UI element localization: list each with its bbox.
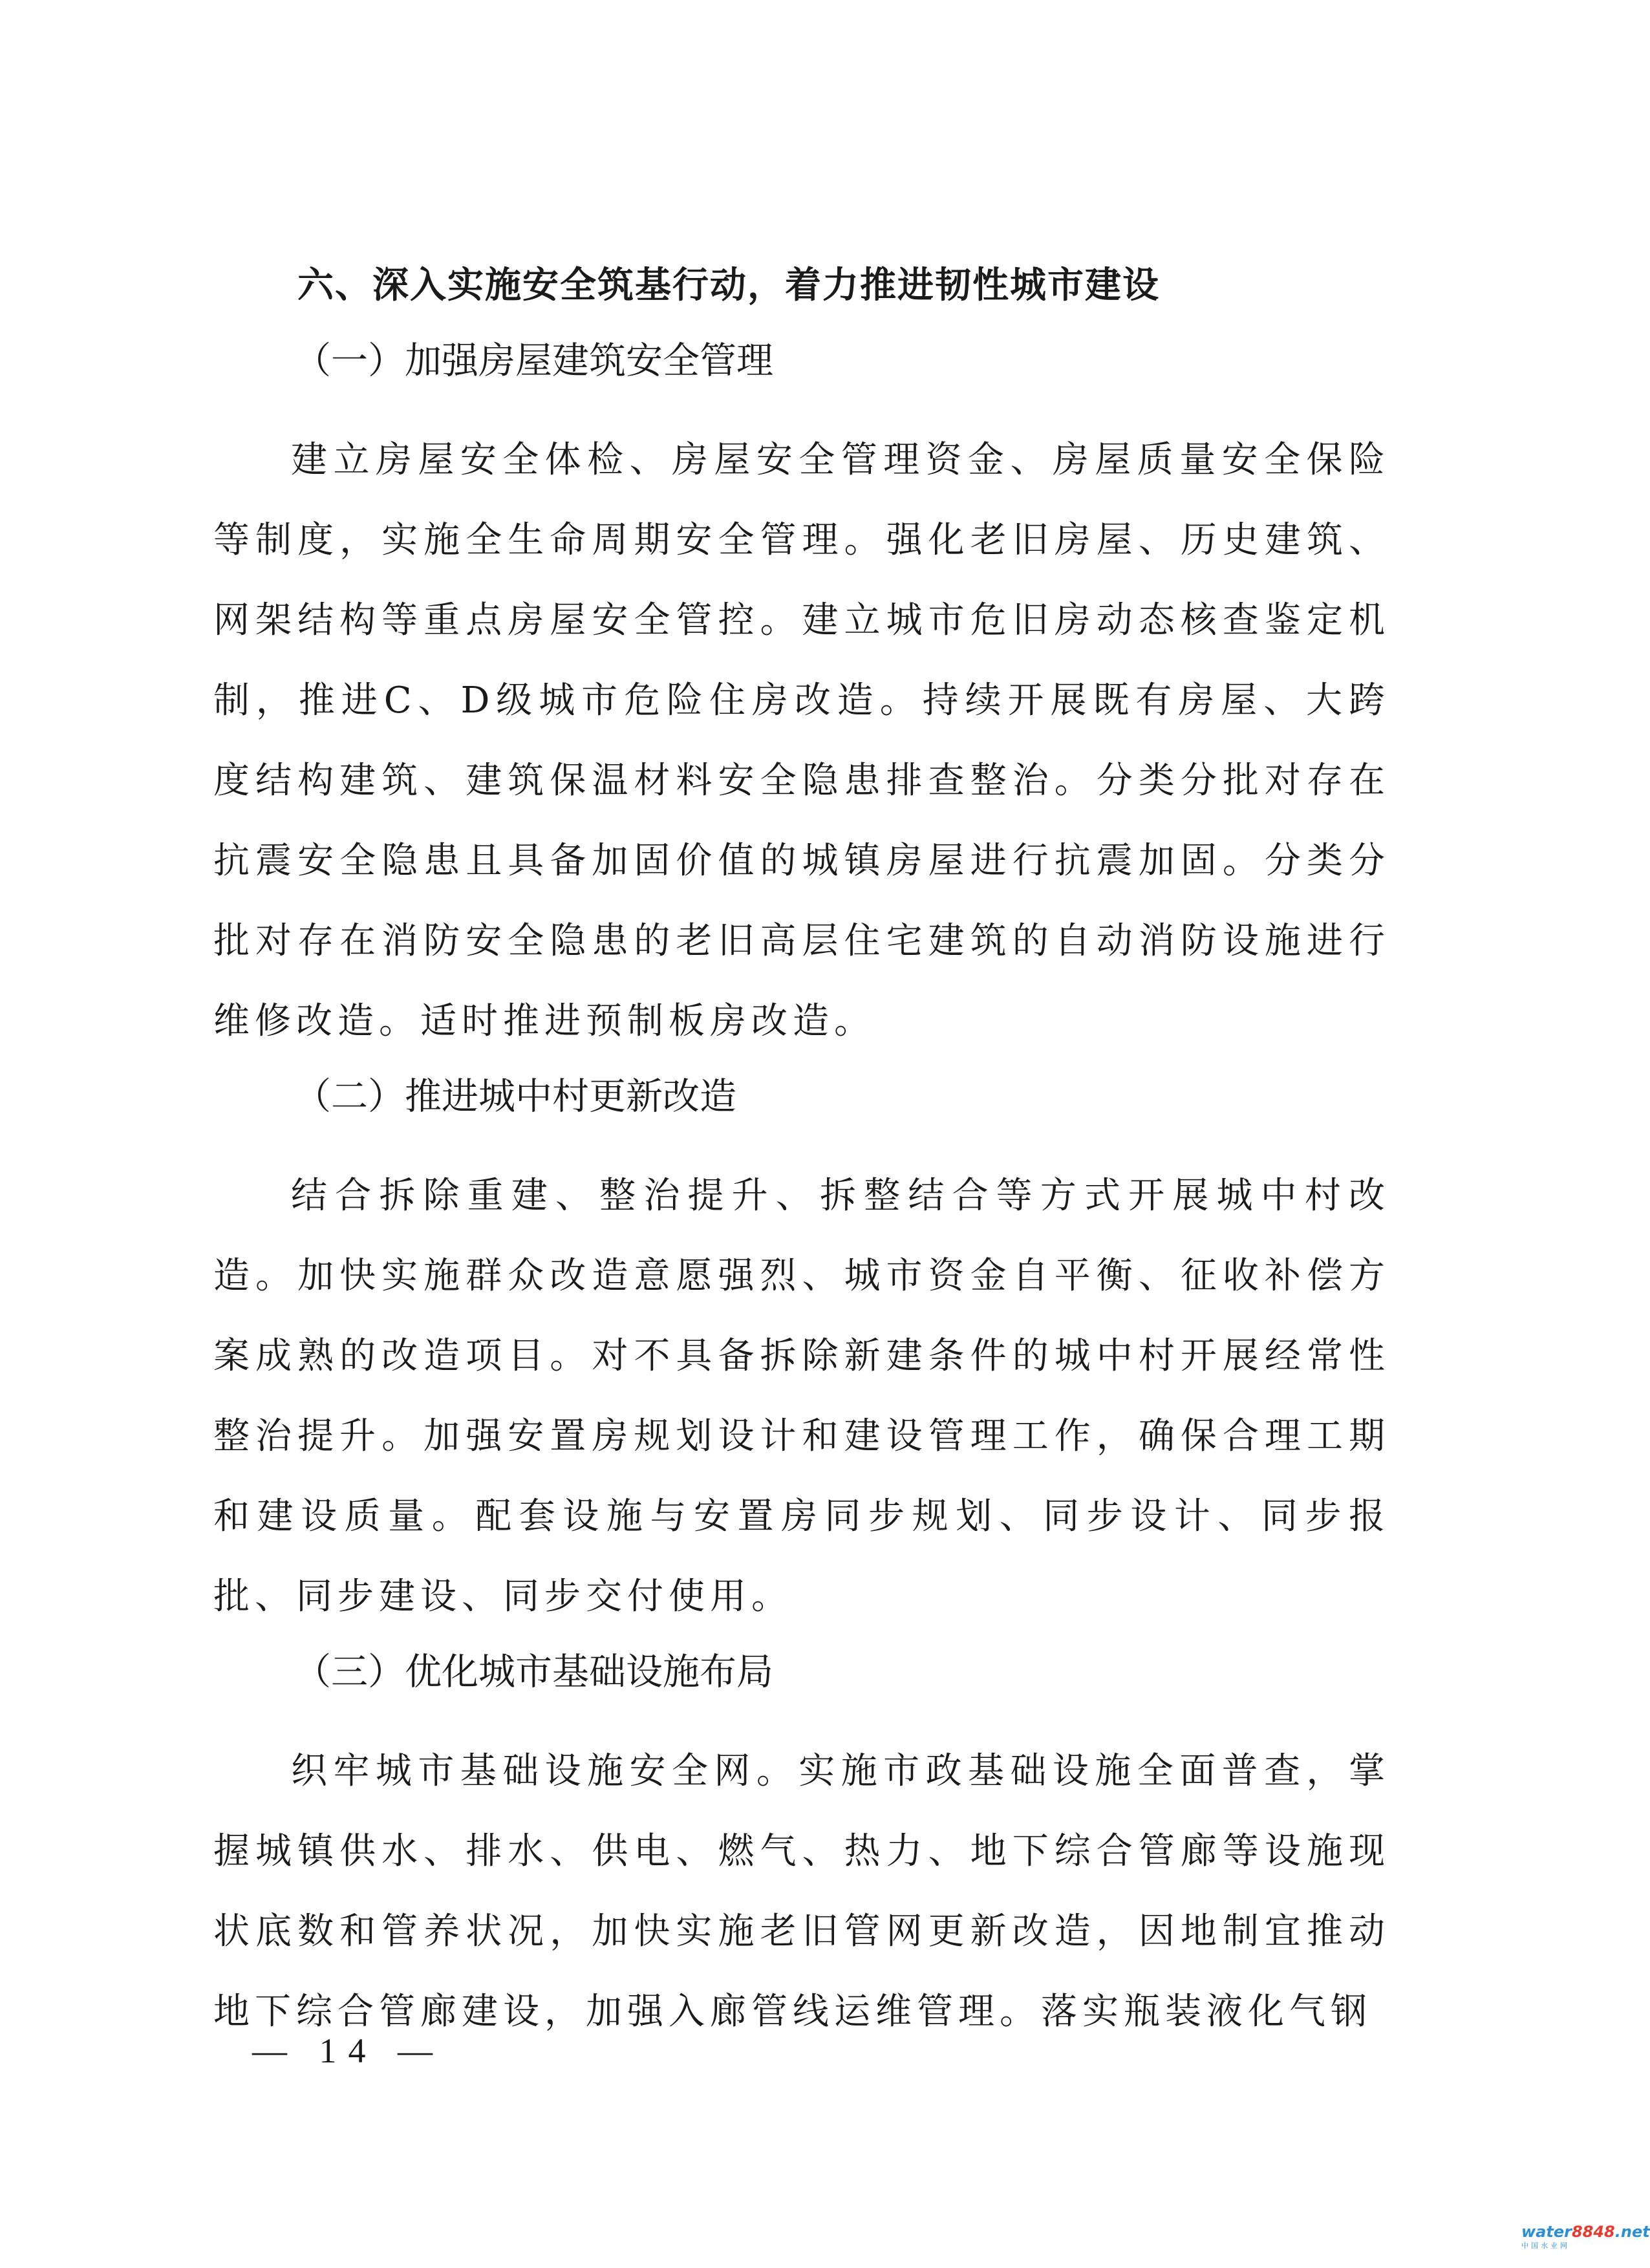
subsection-paragraph-1: 建立房屋安全体检、房屋安全管理资金、房屋质量安全保险等制度，实施全生命周期安全管理。强化老旧房屋、历史建筑、网架结构等重点房屋安全管控。建立城市危旧房动态核查鉴定机制，推进C、D级城市危险住房改造。持续开展既有房屋、大跨度结构建筑、建筑保温材料安全隐患排查整治。分类分批对存在抗震安全隐患且具备加固价值的城镇房屋进行抗震加固。分类分批对存在消防安全隐患的老旧高层住宅建筑的自动消防设施进行维修改造。适时推进预制板房改造。 (213, 439, 1390, 1042)
subsection-paragraph-2: 结合拆除重建、整治提升、拆整结合等方式开展城中村改造。加快实施群众改造意愿强烈、城市资金自平衡、征收补偿方案成熟的改造项目。对不具备拆除新建条件的城中村开展经常性整治提升。加强安置房规划设计和建设管理工作，确保合理工期和建设质量。配套设施与安置房同步规划、同步设计、同步报批、同步建设、同步交付使用。 (213, 1175, 1390, 1618)
watermark-logo-text: water8848.net (1521, 2223, 1650, 2241)
watermark-logo (1521, 2223, 1650, 2263)
page-number: — 14 — (252, 2031, 444, 2070)
subsection-heading-1: （一）加强房屋建筑安全管理 (294, 339, 773, 382)
document-body (213, 265, 1390, 2066)
section-heading: 六、深入实施安全筑基行动，着力推进韧性城市建设 (297, 264, 1160, 306)
subsection-heading-3: （三）优化城市基础设施布局 (294, 1651, 773, 1693)
watermark-caption: 中国水业网 (1521, 2241, 1570, 2250)
subsection-heading-2: （二）推进城中村更新改造 (294, 1075, 736, 1118)
subsection-paragraph-3: 织牢城市基础设施安全网。实施市政基础设施全面普查，掌握城镇供水、排水、供电、燃气、热力、地下综合管廊等设施现状底数和管养状况，加快实施老旧管网更新改造，因地制宜推动地下综合管廊建设，加强入廊管线运维管理。落实瓶装液化气钢 (213, 1750, 1390, 2033)
